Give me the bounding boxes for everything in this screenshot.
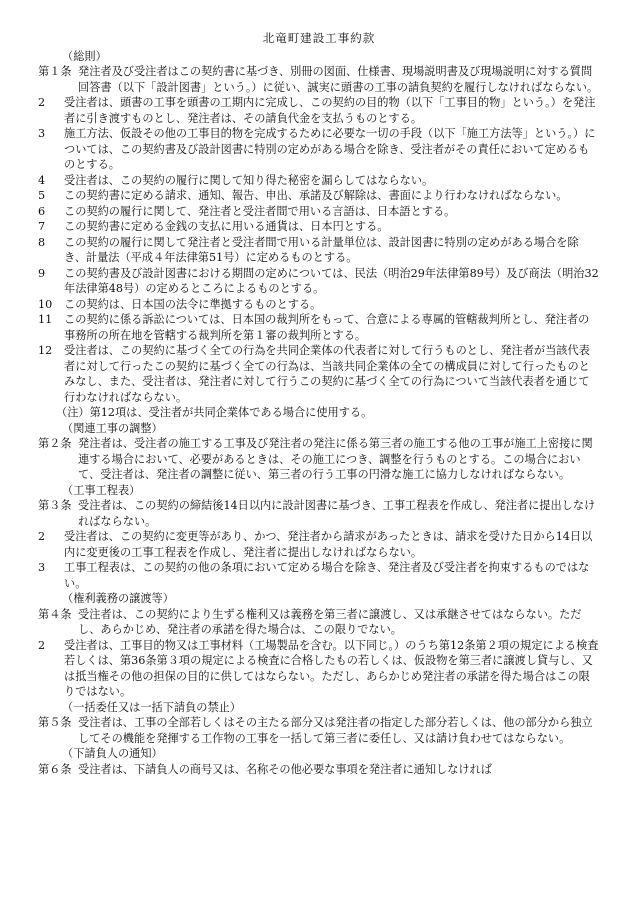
document-title: 北竜町建設工事約款: [262, 31, 376, 45]
article-block: [38, 64, 600, 95]
paragraph-block: [38, 297, 600, 313]
article-text: 発注者及び受注者はこの契約書に基づき、別冊の図面、仕様書、現場説明書及び現場説明に対する質問回答書（以下「設計図書」という。）に従い、誠実に頭書の工事の請負契約を履行しなければならない。: [78, 65, 599, 94]
paragraph-block: [38, 312, 600, 343]
paragraph-number: 6: [38, 204, 46, 218]
note-text: （注）第12項は、受注者が共同企業体である場合に使用する。: [56, 406, 373, 419]
article-block: [38, 607, 600, 638]
paragraph-block: [38, 173, 600, 189]
section-heading: （下請負人の通知）: [62, 747, 163, 760]
paragraph-text: この契約の履行に関して発注者と受注者間で用いる計量単位は、設計図書に特別の定めがある場合を除き、計量法（平成４年法律第51号）に定めるものとする。: [64, 235, 579, 264]
article-number: 第６条: [38, 762, 72, 776]
paragraph-number: 4: [38, 173, 46, 187]
article-number: 第５条: [38, 716, 72, 729]
paragraph-text: この契約書及び設計図書における期間の定めについては、民法（明治29年法律第89号）及び商法（明治32年法律第48号）の定めるところによるものとする。: [64, 266, 599, 295]
article-number: 第２条: [38, 437, 72, 450]
paragraph-number: 10: [38, 297, 53, 311]
article-number: 第３条: [38, 499, 72, 512]
article-block: [38, 762, 600, 778]
section-heading: （権利義務の譲渡等）: [62, 592, 174, 605]
document-body: [38, 49, 600, 778]
article-number: 第１条: [38, 65, 72, 78]
paragraph-number: 7: [38, 220, 46, 233]
paragraph-number: 2: [38, 530, 46, 543]
paragraph-text: この契約書に定める金銭の支払に用いる通貨は、日本円とする。: [64, 220, 389, 233]
paragraph-text: 施工方法、仮設その他の工事目的物を完成するために必要な一切の手段（以下「施工方法等」という。）については、この契約書及び設計図書に特別の定めがある場合を除き、受注者がその責任において定めるものとする。: [64, 127, 596, 171]
paragraph-block: [38, 126, 600, 173]
paragraph-text: 受注者は、この契約に基づく全ての行為を共同企業体の代表者に対して行うものとし、発注者が当該代表者に対して行ったこの契約に基づく全ての行為は、当該共同企業体の全ての構成員に対して行ったものとみなし、また、受注者は、発注者に対して行うこの契約に基づく全ての行為について当該代表者を通じて行わなければならない。: [64, 344, 590, 404]
article-text: 受注者は、この契約により生ずる権利又は義務を第三者に譲渡し、又は承継させてはならない。ただし、あらかじめ、発注者の承諾を得た場合は、この限りでない。: [78, 607, 582, 636]
paragraph-text: この契約の履行に関して、発注者と受注者間で用いる言語は、日本語とする。: [64, 204, 456, 218]
paragraph-number: 2: [38, 96, 46, 109]
article-block: [38, 436, 600, 483]
paragraph-number: 3: [38, 561, 46, 574]
paragraph-text: 受注者は、この契約に変更等があり、かつ、発注者から請求があったときは、請求を受けた日から14日以内に変更後の工事工程表を作成し、発注者に提出しなければならない。: [64, 530, 593, 559]
paragraph-block: [38, 95, 600, 126]
paragraph-text: この契約書に定める請求、通知、報告、申出、承諾及び解除は、書面により行わなければならない。: [64, 189, 568, 202]
article-text: 受注者は、工事の全部若しくはその主たる部分又は発注者の指定した部分若しくは、他の部分から独立してその機能を発揮する工作物の工事を一括して第三者に委任し、又は請け負わせてはならない。: [78, 716, 593, 745]
paragraph-text: 受注者は、工事目的物又は工事材料（工場製品を含む。以下同じ。）のうち第12条第２項の規定による検査若しくは、第36条第３項の規定による検査に合格したもの若しくは、仮設物を第三者に譲渡し貸与し、又は抵当権その他の担保の目的に供してはならない。ただし、あらかじめ発注者の承諾を得た場合はこの限りではない。: [64, 638, 599, 698]
paragraph-number: 8: [38, 235, 46, 249]
paragraph-block: [38, 188, 600, 204]
paragraph-block: [38, 560, 600, 591]
section-heading: （工事工程表）: [62, 483, 141, 497]
paragraph-text: この契約は、日本国の法令に準拠するものとする。: [64, 297, 322, 311]
paragraph-block: [38, 219, 600, 235]
article-text: 受注者は、下請負人の商号又は、名称その他必要な事項を発注者に通知しなければ: [78, 762, 492, 776]
paragraph-block: [38, 343, 600, 405]
paragraph-text: 受注者は、頭書の工事を頭書の工期内に完成し、この契約の目的物（以下「工事目的物」という。）を発注者に引き渡すものとし、発注者は、その請負代金を支払うものとする。: [64, 96, 596, 125]
paragraph-block: [38, 235, 600, 266]
paragraph-number: 2: [38, 638, 46, 652]
article-block: [38, 715, 600, 746]
article-text: 受注者は、この契約の締結後14日以内に設計図書に基づき、工事工程表を作成し、発注者に提出しなければならない。: [78, 499, 596, 528]
article-text: 発注者は、受注者の施工する工事及び発注者の発注に係る第三者の施工する他の工事が施工上密接に関連する場合において、必要があるときは、その施工につき、調整を行うものとする。この場合において、受注者は、発注者の調整に従い、第三者の行う工事の円滑な施工に協力しなければならない。: [78, 437, 593, 481]
paragraph-block: [38, 638, 600, 700]
paragraph-block: [38, 204, 600, 220]
paragraph-number: 12: [38, 344, 53, 357]
section-heading: （総則）: [62, 49, 107, 63]
paragraph-text: 受注者は、この契約の履行に関して知り得た秘密を漏らしてはならない。: [64, 173, 434, 187]
article-number: 第４条: [38, 607, 72, 621]
paragraph-number: 5: [38, 189, 46, 202]
paragraph-block: [38, 266, 600, 297]
paragraph-number: 3: [38, 127, 46, 140]
paragraph-number: 11: [38, 313, 53, 326]
paragraph-number: 9: [38, 266, 46, 280]
section-heading: （関連工事の調整）: [62, 421, 163, 435]
paragraph-text: 工事工程表は、この契約の他の条項において定める場合を除き、発注者及び受注者を拘束するものではない。: [64, 561, 590, 590]
paragraph-text: この契約に係る訴訟については、日本国の裁判所をもって、合意による専属的管轄裁判所とし、発注者の事務所の所在地を管轄する裁判所を第１審の裁判所とする。: [64, 313, 590, 342]
paragraph-block: [38, 529, 600, 560]
article-block: [38, 498, 600, 529]
section-heading: （一括委任又は一括下請負の禁止）: [62, 700, 242, 714]
